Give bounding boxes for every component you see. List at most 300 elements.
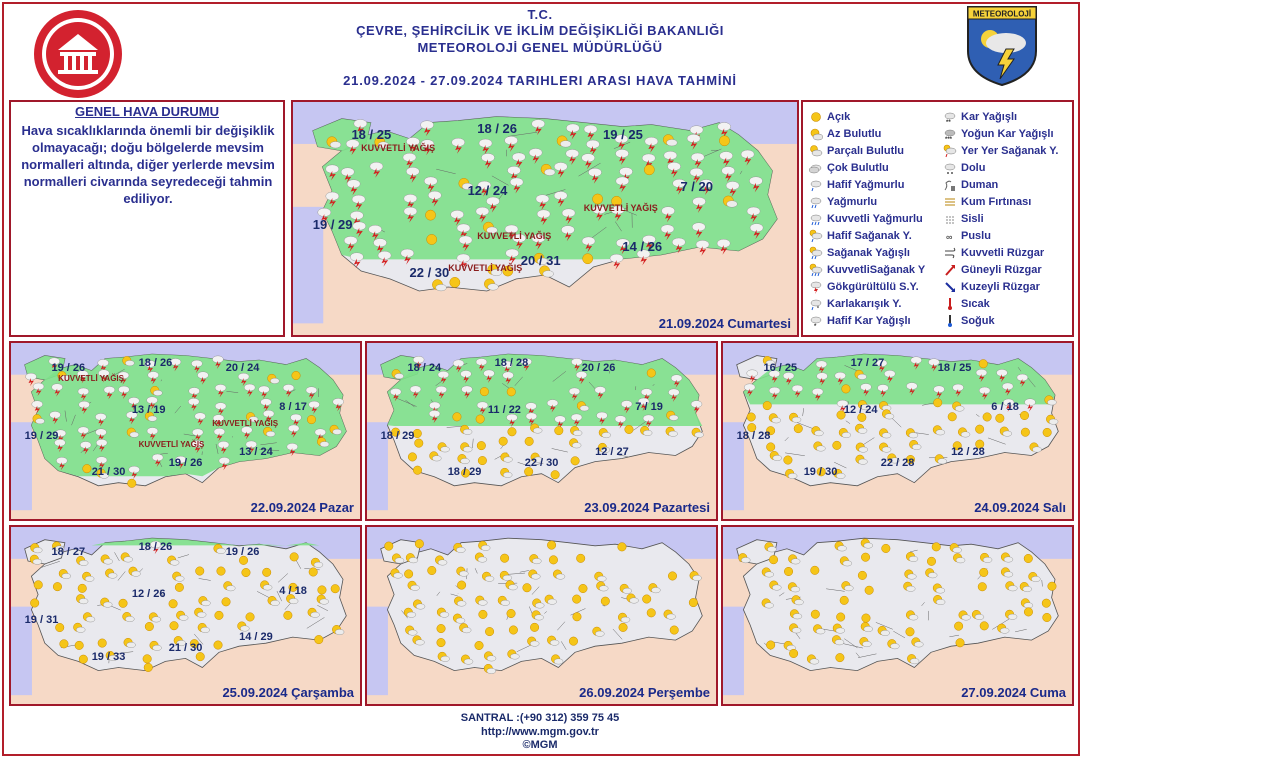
cloud-icon xyxy=(669,415,678,421)
cloud-icon xyxy=(602,432,611,438)
cloud-icon xyxy=(33,547,42,553)
heavy-rain-label: KUVVETLİ YAĞIŞ xyxy=(361,142,436,153)
cloud-icon xyxy=(836,628,845,634)
sun-icon xyxy=(882,544,891,553)
shower-icon xyxy=(555,416,566,423)
svg-text:∞: ∞ xyxy=(946,231,953,242)
shower-icon xyxy=(436,386,447,393)
cloud-icon xyxy=(463,447,472,453)
temperature-label: 12 / 24 xyxy=(467,182,508,198)
sun-icon xyxy=(307,415,316,424)
legend-column-2 xyxy=(943,108,1058,329)
temperature-label: 18 / 28 xyxy=(736,429,771,442)
cloud-icon xyxy=(595,631,604,637)
cloud-icon xyxy=(773,455,782,461)
sun-icon xyxy=(996,414,1005,423)
shower-icon xyxy=(835,372,846,379)
cloud-icon xyxy=(408,630,417,636)
sun-icon xyxy=(644,165,654,175)
sun-icon xyxy=(144,663,153,672)
sun-icon xyxy=(196,652,205,661)
cloud-icon xyxy=(765,572,774,578)
legend-label: Çok Bulutlu xyxy=(827,161,889,174)
cloud-icon xyxy=(441,447,450,453)
cloud-icon xyxy=(630,598,639,604)
legend-label: Soğuk xyxy=(961,314,995,327)
legend-item-light-snow xyxy=(809,312,925,329)
sun-icon xyxy=(385,542,394,551)
cloud-icon xyxy=(108,573,117,579)
sun-icon xyxy=(500,554,509,563)
cloud-icon xyxy=(1024,603,1033,609)
cloud-icon xyxy=(320,599,329,605)
sun-icon xyxy=(479,610,488,619)
temperature-label: 16 / 25 xyxy=(763,361,798,374)
legend-item-heavy-rain xyxy=(809,210,925,227)
cloud-icon xyxy=(556,574,565,580)
map-day-2 xyxy=(9,341,362,521)
cloud-icon xyxy=(844,585,853,591)
sun-icon xyxy=(906,628,915,637)
legend-label: Duman xyxy=(961,178,999,191)
cloud-icon xyxy=(1008,586,1017,592)
cloud-icon xyxy=(767,547,776,553)
cloud-icon xyxy=(623,588,632,594)
legend-item-north-wind-arrow xyxy=(943,278,1058,295)
sun-icon xyxy=(601,597,610,606)
sun-icon xyxy=(569,637,578,646)
cloud-icon xyxy=(487,668,496,674)
cloud-icon xyxy=(510,654,519,660)
cloud-icon xyxy=(907,574,916,580)
sandstorm-icon xyxy=(943,195,957,209)
sun-icon xyxy=(1042,599,1051,608)
footer-link[interactable]: http://www.mgm.gov.tr xyxy=(481,726,599,738)
cloud-icon xyxy=(1003,431,1012,437)
cloud-icon xyxy=(836,473,845,479)
sun-icon xyxy=(425,210,435,220)
shower-icon xyxy=(477,402,488,409)
sun-icon xyxy=(507,609,516,618)
light-rain-icon xyxy=(809,178,823,192)
sun-icon xyxy=(842,385,851,394)
heavy-rain-label: KUVVETLİ YAĞIŞ xyxy=(583,202,658,213)
cloud-icon xyxy=(441,656,450,662)
cloud-icon xyxy=(864,543,873,549)
shower-icon xyxy=(554,191,567,199)
shower-icon xyxy=(512,153,525,161)
sun-icon xyxy=(530,623,539,632)
cloud-icon xyxy=(1004,557,1013,563)
legend-item-sleet xyxy=(809,295,925,312)
heavy-rain-label: KUVVETLİ YAĞIŞ xyxy=(212,419,279,429)
cloud-icon xyxy=(693,575,702,581)
turkey-map-svg xyxy=(723,527,1072,704)
shower-icon xyxy=(403,153,416,161)
heavy-rain-label: KUVVETLİ YAĞIŞ xyxy=(477,230,552,241)
temperature-label: 18 / 27 xyxy=(51,545,86,558)
cloud-icon xyxy=(103,602,112,608)
temperature-label: 18 / 28 xyxy=(494,357,529,370)
cloud-icon xyxy=(544,169,555,176)
sun-icon xyxy=(769,555,778,564)
sun-icon xyxy=(246,613,255,622)
cloud-icon xyxy=(175,576,184,582)
temperature-label: 14 / 26 xyxy=(622,238,663,254)
legend-label: Hafif Kar Yağışlı xyxy=(827,314,911,327)
sun-icon xyxy=(170,621,179,630)
cloud-icon xyxy=(858,374,867,380)
cloud-icon xyxy=(395,373,404,379)
cloud-icon xyxy=(695,432,704,438)
sun-icon xyxy=(30,599,39,608)
legend-label: Yer Yer Sağanak Y. xyxy=(961,144,1059,157)
shower-icon xyxy=(404,207,417,215)
light-shower-icon xyxy=(809,229,823,243)
sun-icon xyxy=(476,415,485,424)
cloud-icon xyxy=(125,360,134,366)
shower-icon xyxy=(554,162,567,170)
cloud-icon xyxy=(530,641,539,647)
sun-icon xyxy=(284,611,293,620)
cloud-icon xyxy=(881,630,890,636)
sun-icon xyxy=(836,653,845,662)
hot-thermometer-icon xyxy=(943,297,957,311)
cloud-icon xyxy=(858,428,867,434)
legend-item-sun-cloud xyxy=(809,142,925,159)
legend-item-rain xyxy=(809,193,925,210)
legend-label: Güneyli Rüzgar xyxy=(961,263,1042,276)
cloud-icon xyxy=(792,417,801,423)
sun-small-cloud-icon xyxy=(809,127,823,141)
legend-item-light-shower xyxy=(809,227,925,244)
temperature-label: 22 / 28 xyxy=(880,457,915,469)
turkey-map-svg xyxy=(367,527,716,704)
temperature-label: 8 / 17 xyxy=(279,401,307,413)
sun-icon xyxy=(408,453,417,462)
sun-icon xyxy=(427,234,437,244)
sun-icon xyxy=(60,640,68,649)
heavy-rain-label: KUVVETLİ YAĞIŞ xyxy=(138,440,205,450)
shower-icon xyxy=(933,386,944,393)
rain-icon xyxy=(809,195,823,209)
sun-icon xyxy=(794,424,803,433)
sun-icon xyxy=(579,584,588,592)
sun-icon xyxy=(809,110,823,124)
temperature-label: 20 / 31 xyxy=(520,252,561,268)
cloud-icon xyxy=(535,615,544,621)
legend-box xyxy=(801,100,1074,337)
cloud-icon xyxy=(983,557,992,563)
sun-icon xyxy=(862,614,871,623)
sun-icon xyxy=(572,595,581,604)
meteoroloji-logo-text: METEOROLOJİ xyxy=(972,9,1032,19)
sun-icon xyxy=(618,543,627,552)
sun-icon xyxy=(315,635,324,644)
legend-label: Sağanak Yağışlı xyxy=(827,246,910,259)
shower-icon xyxy=(816,361,827,368)
general-weather-text: Hava sıcaklıklarında önemli bir değişiklik olmayacağı; doğu bölgelerde mevsim normalleri altında, diğer yerlerde mevsim normalleri civarında seyredeceği tahmin ediliyor. xyxy=(21,123,275,206)
sun-icon xyxy=(670,626,679,635)
map-day-6 xyxy=(365,525,718,706)
sun-icon xyxy=(437,638,446,647)
cloud-icon xyxy=(543,271,554,278)
cloud-icon xyxy=(289,598,298,604)
temperature-label: 20 / 24 xyxy=(225,361,260,374)
legend-item-haze xyxy=(943,227,1058,244)
sun-icon xyxy=(763,401,772,409)
sun-icon xyxy=(318,586,327,595)
sun-icon xyxy=(523,583,532,592)
cloud-icon xyxy=(531,574,540,580)
snow-icon xyxy=(943,110,957,124)
sun-icon xyxy=(954,622,963,631)
legend-label: Kar Yağışlı xyxy=(961,110,1018,123)
sun-icon xyxy=(668,572,677,581)
cloud-icon xyxy=(835,639,844,645)
sleet-icon xyxy=(809,297,823,311)
cloud-icon xyxy=(488,284,499,291)
shower-icon xyxy=(1017,374,1028,381)
cloud-icon xyxy=(548,599,557,605)
cloud-icon xyxy=(912,444,921,450)
temperature-label: 19 / 29 xyxy=(312,216,353,232)
sun-icon xyxy=(413,429,422,438)
svg-text:***: *** xyxy=(945,136,953,141)
cloud-icon xyxy=(125,616,134,622)
temperature-label: 20 / 26 xyxy=(581,361,616,374)
sun-icon xyxy=(437,624,446,633)
shower-icon xyxy=(326,165,339,173)
cloud-icon xyxy=(509,585,518,591)
sun-icon xyxy=(214,641,223,650)
legend-item-smoke xyxy=(943,176,1058,193)
cloud-icon xyxy=(501,600,510,606)
cloud-icon xyxy=(550,640,559,646)
temperature-label: 12 / 26 xyxy=(131,588,166,601)
sun-icon xyxy=(53,582,62,591)
cloud-icon xyxy=(411,585,420,591)
cloud-icon xyxy=(478,557,487,563)
svg-text:*: * xyxy=(814,323,817,328)
sun-icon xyxy=(457,581,466,590)
cloud-icon xyxy=(271,600,280,606)
shower-icon xyxy=(406,167,419,175)
sun-icon xyxy=(948,413,957,422)
cloud-icon xyxy=(33,559,42,565)
map-day-4 xyxy=(721,341,1074,521)
cloud-icon xyxy=(201,600,210,606)
general-weather-box xyxy=(9,100,285,337)
temperature-label: 21 / 30 xyxy=(168,641,203,654)
general-weather-title: GENEL HAVA DURUMU xyxy=(75,104,219,119)
legend-item-local-shower xyxy=(943,142,1058,159)
map-day-7 xyxy=(721,525,1074,706)
cloud-icon xyxy=(409,557,418,563)
cloud-icon xyxy=(741,557,750,563)
shower-icon xyxy=(792,385,803,392)
legend-label: Puslu xyxy=(961,229,991,242)
legend-label: Kuzeyli Rüzgar xyxy=(961,280,1040,293)
temperature-label: 12 / 28 xyxy=(951,446,985,459)
cloud-icon xyxy=(415,640,424,646)
cloud-icon xyxy=(85,576,94,582)
legend-item-heavy-shower xyxy=(809,261,925,278)
sun-icon xyxy=(983,413,992,422)
legend-label: Kuvvetli Yağmurlu xyxy=(827,212,923,225)
sun-icon xyxy=(547,541,556,550)
legend-label: Hafif Yağmurlu xyxy=(827,178,905,191)
sun-icon xyxy=(811,610,820,619)
cloud-icon xyxy=(792,628,801,634)
cloud-icon xyxy=(795,599,804,605)
legend-label: Yağmurlu xyxy=(827,195,878,208)
temperature-label: 21 / 30 xyxy=(91,466,126,479)
shower-icon xyxy=(390,388,401,395)
aegean-sea xyxy=(367,607,388,696)
sun-icon xyxy=(619,623,628,632)
cloud-icon xyxy=(456,618,465,624)
sun-icon xyxy=(79,655,88,664)
shower-icon xyxy=(750,224,763,232)
shower-icon xyxy=(877,384,888,391)
cloud-icon xyxy=(859,447,868,453)
cloud-icon xyxy=(124,557,133,563)
cloud-icon xyxy=(503,457,512,463)
haze-icon xyxy=(943,229,957,243)
map-day-1 xyxy=(291,100,799,337)
sun-icon xyxy=(292,371,301,380)
temperature-label: 18 / 29 xyxy=(447,466,482,479)
cloud-icon xyxy=(503,575,512,581)
cloud-icon xyxy=(438,560,447,566)
cloud-icon xyxy=(503,472,512,478)
cloud-icon xyxy=(320,441,329,447)
sun-icon xyxy=(525,437,534,446)
shower-icon xyxy=(536,195,549,203)
legend-item-hot-thermometer xyxy=(943,295,1058,312)
temperature-label: 4 / 18 xyxy=(279,585,307,598)
cloud-icon xyxy=(666,139,677,146)
cloud-icon xyxy=(460,458,469,464)
meteoroloji-logo xyxy=(966,5,1038,87)
temperature-label: 7 / 20 xyxy=(680,178,713,194)
cloud-icon xyxy=(810,659,819,665)
shower-icon xyxy=(996,369,1007,376)
sun-icon xyxy=(83,464,92,473)
cloud-icon xyxy=(816,629,825,635)
cloud-icon xyxy=(862,641,871,647)
sun-icon xyxy=(509,626,518,635)
cloud-icon xyxy=(643,430,652,436)
cloud-icon xyxy=(1023,586,1032,592)
legend-label: Hafif Sağanak Y. xyxy=(827,229,912,242)
cloud-icon xyxy=(1031,576,1040,582)
sun-icon xyxy=(413,466,422,475)
cloud-icon xyxy=(463,429,472,435)
cloud-icon xyxy=(76,627,85,633)
sun-icon xyxy=(478,456,487,465)
temperature-label: 18 / 25 xyxy=(937,361,972,374)
temperature-label: 12 / 24 xyxy=(843,404,878,417)
cloud-icon xyxy=(953,547,962,553)
cloud-icon xyxy=(1008,614,1017,620)
shower-icon xyxy=(1025,399,1036,406)
legend-item-south-wind-arrow xyxy=(943,261,1058,278)
cloud-icon xyxy=(459,571,468,577)
sun-icon xyxy=(415,439,424,448)
cloud-icon xyxy=(864,626,873,632)
cloud-icon xyxy=(104,559,113,565)
shower-icon xyxy=(744,384,755,391)
cloud-icon xyxy=(440,612,449,618)
temperature-label: 19 / 26 xyxy=(51,361,86,374)
shower-icon xyxy=(571,414,582,421)
sun-icon xyxy=(576,554,585,563)
sun-icon xyxy=(1024,554,1033,563)
sun-icon xyxy=(784,456,793,465)
sun-icon xyxy=(119,599,128,608)
sun-icon xyxy=(747,413,756,422)
map-date-label: 24.09.2024 Salı xyxy=(974,500,1066,515)
legend-label: Kuvvetli Rüzgar xyxy=(961,246,1045,259)
cloud-icon xyxy=(809,161,823,175)
cloud-icon xyxy=(669,431,678,437)
cloud-icon xyxy=(727,201,738,208)
cloud-icon xyxy=(909,615,918,621)
cloud-icon xyxy=(975,614,984,620)
temperature-label: 18 / 26 xyxy=(138,541,173,554)
footer-copyright: ©MGM xyxy=(522,739,558,751)
cloud-icon xyxy=(201,627,210,633)
sun-icon xyxy=(766,641,775,650)
cloud-icon xyxy=(814,430,823,436)
cloud-icon xyxy=(481,545,490,551)
sun-icon xyxy=(98,639,107,648)
cloud-icon xyxy=(407,612,416,618)
shower-icon xyxy=(353,222,366,230)
sun-icon xyxy=(571,457,580,466)
shower-icon xyxy=(341,168,354,176)
hail-icon xyxy=(943,161,957,175)
sun-icon xyxy=(475,641,484,650)
cold-thermometer-icon xyxy=(943,314,957,328)
cloud-icon xyxy=(772,585,781,591)
cloud-icon xyxy=(838,546,847,552)
sun-icon xyxy=(573,613,582,622)
cloud-icon xyxy=(955,406,964,412)
cloud-icon xyxy=(148,416,157,422)
temperature-label: 18 / 29 xyxy=(380,429,415,442)
sun-icon xyxy=(222,598,231,607)
cloud-icon xyxy=(573,430,582,436)
cloud-icon xyxy=(936,588,945,594)
sun-icon xyxy=(175,583,184,592)
sun-icon xyxy=(836,613,845,622)
cloud-icon xyxy=(152,617,161,623)
cloud-icon xyxy=(882,447,891,453)
sun-icon xyxy=(331,584,340,593)
temperature-label: 19 / 26 xyxy=(225,545,260,558)
cloud-icon xyxy=(1047,400,1056,406)
cloud-icon xyxy=(79,560,88,566)
sun-icon xyxy=(833,441,842,450)
temperature-label: 6 / 18 xyxy=(991,401,1019,413)
shower-icon xyxy=(809,246,823,260)
strong-wind-icon xyxy=(943,246,957,260)
cloud-icon xyxy=(1049,419,1058,425)
cloud-icon xyxy=(572,443,581,449)
